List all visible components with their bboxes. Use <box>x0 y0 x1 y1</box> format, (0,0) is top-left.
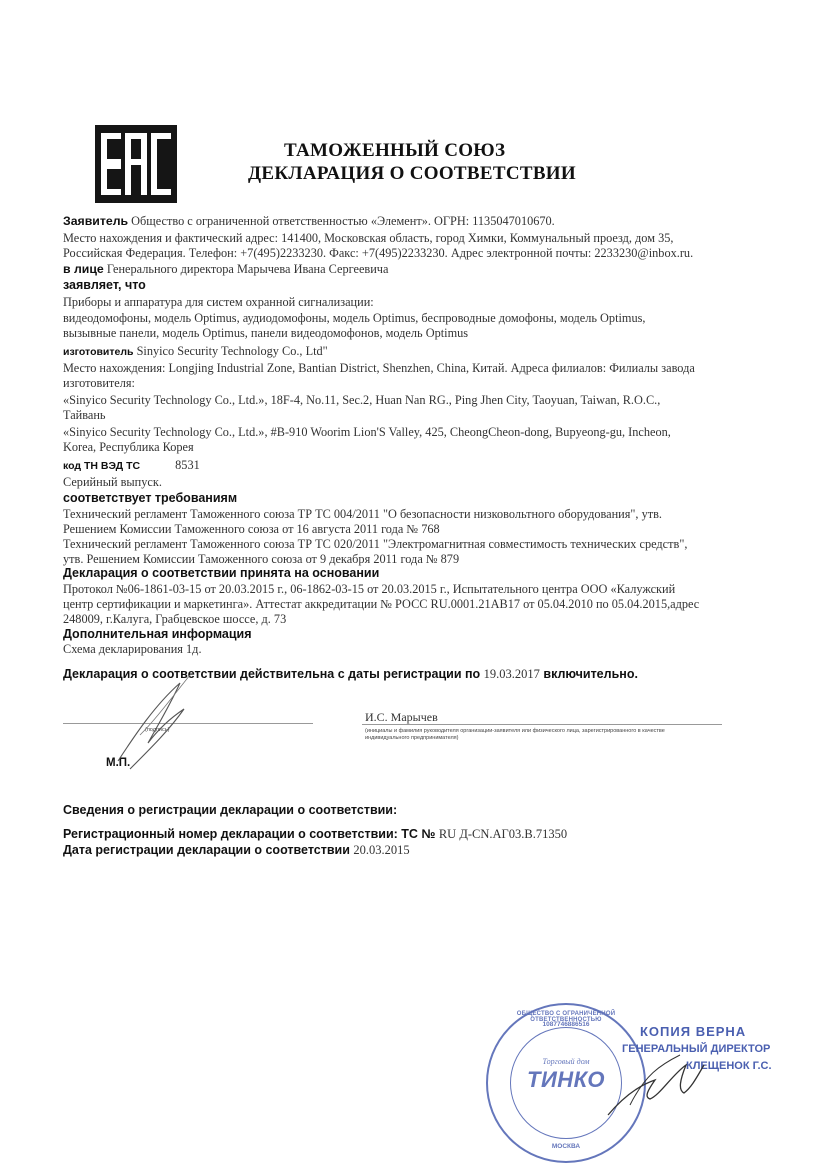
applicant-line3: Российская Федерация. Телефон: +7(495)2233230. Факс: +7(495)2233230. Адрес электронной почты: 2233230@inbox.ru. <box>63 246 694 260</box>
applicant-signature <box>100 665 210 775</box>
declares-line2: видеодомофоны, модель Optimus, аудиодомофоны, модель Optimus, беспроводные домофоны, модель Optimus, <box>63 311 646 325</box>
rep-text: Генерального директора Марычева Ивана Сергеевича <box>106 262 389 276</box>
rep-label: в лице <box>63 262 104 276</box>
name-caption-2: индивидуального предпринимателя) <box>365 735 459 741</box>
applicant-line1 <box>63 214 555 229</box>
basis-line1: Протокол №06-1861-03-15 от 20.03.2015 г., 06-1862-03-15 от 20.03.2015 г., Испытательного центра ООО «Калужский <box>63 582 676 596</box>
manufacturer-label: изготовитель <box>63 346 134 358</box>
stamp-inner-top: Торговый дом <box>542 1057 590 1066</box>
stamp-city: МОСКВА <box>551 1143 581 1150</box>
declares-line1: Приборы и аппаратура для систем охранной сигнализации: <box>63 295 374 309</box>
code-value: 8531 <box>175 458 200 472</box>
requirements-line3: Технический регламент Таможенного союза ТР ТС 020/2011 "Электромагнитная совместимость технических средств", <box>63 537 688 551</box>
registration-date <box>63 843 410 858</box>
header-line1: ТАМОЖЕННЫЙ СОЮЗ <box>284 140 506 161</box>
copy-line2: ГЕНЕРАЛЬНЫЙ ДИРЕКТОР <box>622 1043 771 1055</box>
manufacturer-line2: изготовителя: <box>63 376 135 390</box>
registration-number-value: RU Д-CN.АГ03.В.71350 <box>438 827 568 841</box>
stamp-ogrn: 1087746886516 <box>542 1021 590 1028</box>
signer-name: И.С. Марычев <box>365 710 438 724</box>
manufacturer-name: Sinyico Security Technology Co., Ltd" <box>136 344 328 358</box>
applicant-label: Заявитель <box>63 214 129 228</box>
registration-title: Сведения о регистрации декларации о соответствии: <box>63 803 398 817</box>
registration-number-label: Регистрационный номер декларации о соответствии: ТС № <box>63 827 436 841</box>
applicant-line2: Место нахождения и фактический адрес: 141400, Московская область, город Химки, Коммунальный проезд, дом 35, <box>63 231 674 245</box>
applicant-text: Общество с ограниченной ответственностью «Элемент». ОГРН: 1135047010670. <box>131 214 555 228</box>
additional-label: Дополнительная информация <box>63 627 252 641</box>
applicant-rep <box>63 262 388 277</box>
manufacturer-line3: «Sinyico Security Technology Co., Ltd.», 18F-4, No.11, Sec.2, Huan Nan RG., Ping Jhen City, Taoyuan, Taiwan, R.O.C., <box>63 393 661 407</box>
stamp-logo: ТИНКО <box>527 1067 605 1092</box>
mp-label: М.П. <box>106 757 131 769</box>
manufacturer-line5: «Sinyico Security Technology Co., Ltd.», #B-910 Woorim Lion'S Valley, 425, CheongCheon-dong, Bupyeong-gu, Incheon, <box>63 425 671 439</box>
basis-label: Декларация о соответствии принята на основании <box>63 566 380 580</box>
validity-prefix: Декларация о соответствии действительна с даты регистрации по <box>63 667 481 681</box>
declares-label: заявляет, что <box>63 278 146 292</box>
manufacturer-line <box>63 344 328 359</box>
basis-line2: центр сертификации и маркетинга». Аттестат аккредитации № РОСС RU.0001.21АВ17 от 05.04.2010 по 05.04.2015,адрес <box>63 597 700 611</box>
certifier-signature <box>600 1035 720 1125</box>
sign-caption: (подпись) <box>145 727 170 733</box>
registration-date-value: 20.03.2015 <box>353 843 410 857</box>
manufacturer-line6: Korea, Республика Корея <box>63 440 194 454</box>
copy-line3: КЛЕЩЕНОК Г.С. <box>686 1060 772 1072</box>
serial-text: Серийный выпуск. <box>63 475 162 489</box>
additional-line1: Схема декларирования 1д. <box>63 642 202 656</box>
registration-date-label: Дата регистрации декларации о соответствии <box>63 843 350 857</box>
validity-suffix: включительно. <box>543 667 638 681</box>
code-label: код ТН ВЭД ТС <box>63 460 141 472</box>
name-line <box>362 724 722 725</box>
manufacturer-line4: Тайвань <box>63 408 106 422</box>
requirements-line1: Технический регламент Таможенного союза ТР ТС 004/2011 "О безопасности низковольтного оборудования", утв. <box>63 507 662 521</box>
eac-logo-icon <box>95 125 177 203</box>
name-caption-1: (инициалы и фамилия руководителя организации-заявителя или физического лица, зарегистрированного в качестве <box>365 728 665 734</box>
requirements-line2: Решением Комиссии Таможенного союза от 16 августа 2011 года № 768 <box>63 522 440 536</box>
stamp-ring-text: ОБЩЕСТВО С ОГРАНИЧЕННОЙ ОТВЕТСТВЕННОСТЬЮ <box>516 1011 616 1023</box>
manufacturer-line1: Место нахождения: Longjing Industrial Zone, Bantian District, Shenzhen, China, Китай. Адреса филиалов: Филиалы завода <box>63 361 695 375</box>
code-line <box>63 458 200 473</box>
registration-number <box>63 827 567 842</box>
header-line2: ДЕКЛАРАЦИЯ О СООТВЕТСТВИИ <box>248 163 576 184</box>
requirements-label: соответствует требованиям <box>63 491 238 505</box>
requirements-line4: утв. Решением Комиссии Таможенного союза от 9 декабря 2011 года № 879 <box>63 552 460 566</box>
eac-logo <box>95 125 177 203</box>
basis-line3: 248009, г.Калуга, Грабцевское шоссе, д. 73 <box>63 612 287 626</box>
validity-date: 19.03.2017 <box>483 667 540 681</box>
declares-line3: вызывные панели, модель Optimus, панели видеодомофонов, модель Optimus <box>63 326 469 340</box>
copy-line1: КОПИЯ ВЕРНА <box>640 1024 747 1039</box>
